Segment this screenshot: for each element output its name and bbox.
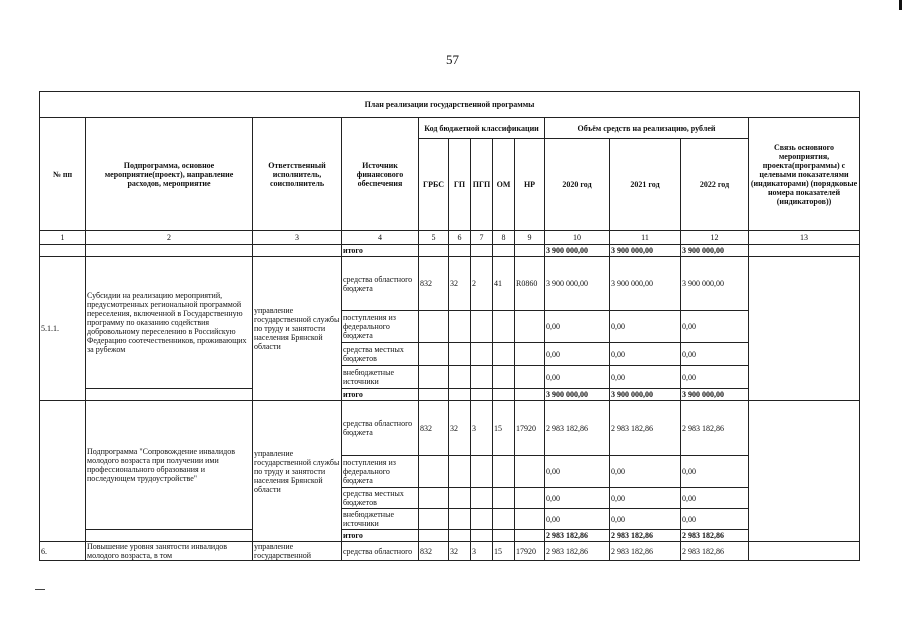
value-2022: 0,00: [681, 509, 749, 530]
column-numbers-row: [40, 231, 860, 245]
header-link: Связь основного мероприятия, проекта(программы) с целевыми показателями (индикаторами) (порядковые номера показателей (индикаторов)): [749, 118, 860, 231]
row-name: Повышение уровня занятости инвалидов молодого возраста, в том: [86, 542, 253, 561]
row-gp: 32: [449, 542, 471, 561]
row-name: Субсидии на реализацию мероприятий, предусмотренных региональной программой переселения, включенной в Государственную программу по оказанию содействия добровольному переселению в Российскую Федерацию соотечественников, проживающих за рубежом: [86, 257, 253, 389]
header-budget-group: Код бюджетной классификации: [419, 118, 545, 139]
header-2021: 2021 год: [610, 139, 681, 231]
value-2020: 2 983 182,86: [545, 401, 610, 456]
row-source: средства местных бюджетов: [342, 488, 419, 509]
value-2021: 0,00: [610, 509, 681, 530]
value-2022: 0,00: [681, 366, 749, 389]
header-row-1: [40, 118, 860, 139]
row-om: 41: [493, 257, 515, 311]
col-number: 7: [471, 231, 493, 245]
row-executor: управление государственной: [253, 542, 342, 561]
col-number: 3: [253, 231, 342, 245]
value-2021: 3 900 000,00: [610, 245, 681, 257]
header-2020: 2020 год: [545, 139, 610, 231]
header-np: НР: [515, 139, 545, 231]
row-pgp: 3: [471, 401, 493, 456]
table-row: [40, 257, 860, 311]
table-title: План реализации государственной программы: [40, 92, 860, 118]
header-num: № пп: [40, 118, 86, 231]
header-gp: ГП: [449, 139, 471, 231]
col-number: 9: [515, 231, 545, 245]
value-2022: 3 900 000,00: [681, 389, 749, 401]
value-2022: 2 983 182,86: [681, 530, 749, 542]
itogo-row: [40, 389, 860, 401]
row-gp: 32: [449, 401, 471, 456]
col-number: 12: [681, 231, 749, 245]
row-om: 15: [493, 401, 515, 456]
value-2021: 0,00: [610, 343, 681, 366]
row-source: средства областного бюджета: [342, 401, 419, 456]
value-2020: 0,00: [545, 509, 610, 530]
header-grbs: ГРБС: [419, 139, 449, 231]
value-2020: 0,00: [545, 488, 610, 509]
row-om: 15: [493, 542, 515, 561]
value-2020: 0,00: [545, 311, 610, 343]
col-number: 2: [86, 231, 253, 245]
row-source: поступления из федерального бюджета: [342, 456, 419, 488]
row-np: R0860: [515, 257, 545, 311]
row-source: поступления из федерального бюджета: [342, 311, 419, 343]
header-funds-group: Объём средств на реализацию, рублей: [545, 118, 749, 139]
row-grbs: 832: [419, 542, 449, 561]
value-2021: 3 900 000,00: [610, 257, 681, 311]
col-number: 13: [749, 231, 860, 245]
page-number: 57: [446, 52, 459, 67]
value-2021: 0,00: [610, 488, 681, 509]
value-2022: 3 900 000,00: [681, 257, 749, 311]
row-grbs: 832: [419, 401, 449, 456]
value-2022: 3 900 000,00: [681, 245, 749, 257]
header-source: Источник финансового обеспечения: [342, 118, 419, 231]
table-title-row: [40, 92, 860, 118]
col-number: 4: [342, 231, 419, 245]
row-executor: управление государственной службы по труду и занятости населения Брянской области: [253, 401, 342, 542]
value-2021: 2 983 182,86: [610, 530, 681, 542]
header-executor: Ответственный исполнитель, соисполнитель: [253, 118, 342, 231]
table-row: [40, 401, 860, 456]
value-2020: 0,00: [545, 366, 610, 389]
row-source: средства областного бюджета: [342, 257, 419, 311]
row-pgp: 3: [471, 542, 493, 561]
row-name: Подпрограмма "Сопровождение инвалидов молодого возраста при получении ими профессионального образования и последующем трудоустройстве": [86, 401, 253, 530]
value-2021: 2 983 182,86: [610, 401, 681, 456]
row-np: 17920: [515, 401, 545, 456]
header-name: Подпрограмма, основное мероприятие(проект), направление расходов, мероприятие: [86, 118, 253, 231]
value-2021: 3 900 000,00: [610, 389, 681, 401]
row-pgp: 2: [471, 257, 493, 311]
row-num: 5.1.1.: [40, 257, 86, 401]
header-om: ОМ: [493, 139, 515, 231]
itogo-label: итого: [342, 245, 419, 257]
value-2020: 3 900 000,00: [545, 389, 610, 401]
header-pgp: ПГП: [471, 139, 493, 231]
value-2020: 2 983 182,86: [545, 542, 610, 561]
row-gp: 32: [449, 257, 471, 311]
col-number: 11: [610, 231, 681, 245]
table-row: [40, 542, 860, 561]
value-2021: 0,00: [610, 456, 681, 488]
plan-table: [39, 91, 860, 561]
col-number: 8: [493, 231, 515, 245]
row-np: 17920: [515, 542, 545, 561]
value-2022: 0,00: [681, 343, 749, 366]
col-number: 1: [40, 231, 86, 245]
row-source: внебюджетные источники: [342, 366, 419, 389]
value-2022: 2 983 182,86: [681, 542, 749, 561]
footer-line: [35, 589, 45, 590]
value-2020: 0,00: [545, 343, 610, 366]
value-2020: 3 900 000,00: [545, 257, 610, 311]
row-executor: управление государственной службы по труду и занятости населения Брянской области: [253, 257, 342, 401]
value-2021: 0,00: [610, 311, 681, 343]
row-source: средства местных бюджетов: [342, 343, 419, 366]
row-num: 6.: [40, 542, 86, 561]
itogo-label: итого: [342, 530, 419, 542]
row-source: средства областного: [342, 542, 419, 561]
value-2020: 2 983 182,86: [545, 530, 610, 542]
itogo-top-row: [40, 245, 860, 257]
value-2022: 0,00: [681, 456, 749, 488]
row-source: внебюджетные источники: [342, 509, 419, 530]
col-number: 5: [419, 231, 449, 245]
value-2022: 2 983 182,86: [681, 401, 749, 456]
col-number: 6: [449, 231, 471, 245]
value-2022: 0,00: [681, 311, 749, 343]
edge-mark: [899, 0, 902, 10]
value-2021: 0,00: [610, 366, 681, 389]
row-grbs: 832: [419, 257, 449, 311]
itogo-row: [40, 530, 860, 542]
value-2020: 3 900 000,00: [545, 245, 610, 257]
header-2022: 2022 год: [681, 139, 749, 231]
itogo-label: итого: [342, 389, 419, 401]
value-2022: 0,00: [681, 488, 749, 509]
col-number: 10: [545, 231, 610, 245]
value-2021: 2 983 182,86: [610, 542, 681, 561]
value-2020: 0,00: [545, 456, 610, 488]
